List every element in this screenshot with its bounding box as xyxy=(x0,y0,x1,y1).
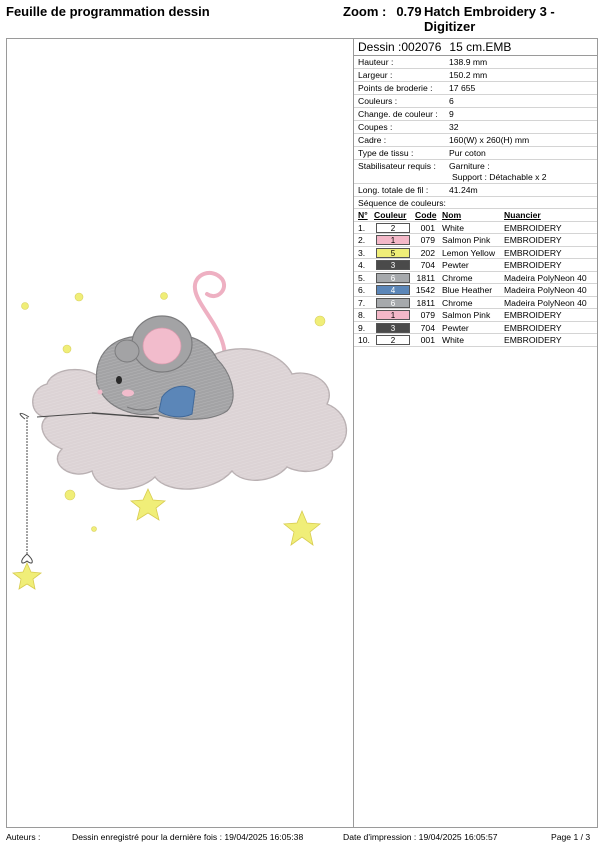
color-code: 1811 xyxy=(416,272,435,283)
color-name: White xyxy=(442,335,464,345)
color-code: 079 xyxy=(420,310,435,320)
color-row xyxy=(354,334,597,347)
color-table-body xyxy=(354,222,597,347)
yellow-dot xyxy=(63,345,71,353)
color-row-number: 5. xyxy=(358,272,366,283)
header-color: Couleur xyxy=(374,210,407,220)
color-code: 001 xyxy=(420,222,435,233)
property-label: Coupes : xyxy=(358,122,393,132)
property-label: Long. totale de fil : xyxy=(358,185,429,195)
color-code: 704 xyxy=(420,260,435,270)
property-value-secondary: Support : Détachable x 2 xyxy=(452,172,547,182)
worksheet-frame xyxy=(6,38,598,828)
property-label: Largeur : xyxy=(358,70,393,80)
property-label: Points de broderie : xyxy=(358,83,433,93)
property-label: Type de tissu : xyxy=(358,148,414,158)
software-name: Hatch Embroidery 3 - Digitizer xyxy=(424,4,555,34)
color-table-header xyxy=(354,209,597,222)
property-row xyxy=(354,56,597,69)
color-code: 1811 xyxy=(416,297,435,308)
property-row xyxy=(354,108,597,121)
property-label: Cadre : xyxy=(358,135,387,145)
property-row xyxy=(354,160,597,184)
info-panel xyxy=(354,39,597,347)
color-chart: EMBROIDERY xyxy=(504,335,562,345)
yellow-dot xyxy=(92,527,97,532)
zoom-readout xyxy=(343,4,422,19)
zoom-value: 0.79 xyxy=(396,4,422,19)
color-chart: Madeira PolyNeon 40 xyxy=(504,285,587,295)
color-row xyxy=(354,259,597,272)
header-name: Nom xyxy=(442,210,462,220)
property-value: Garniture : xyxy=(449,161,490,171)
property-row xyxy=(354,69,597,82)
property-label: Change. de couleur : xyxy=(358,109,438,119)
mouse xyxy=(92,316,233,419)
property-value: Pur coton xyxy=(449,148,486,158)
color-chart: Madeira PolyNeon 40 xyxy=(504,272,587,283)
color-name: Lemon Yellow xyxy=(442,247,496,258)
color-chart: EMBROIDERY xyxy=(504,247,562,258)
footer-authors: Auteurs : xyxy=(6,832,41,842)
color-row-number: 2. xyxy=(358,235,366,245)
color-swatch: 6 xyxy=(376,273,410,283)
color-name: Pewter xyxy=(442,260,469,270)
header-num: N° xyxy=(358,210,368,220)
yellow-dot xyxy=(161,293,168,300)
property-label: Hauteur : xyxy=(358,57,394,67)
color-swatch: 5 xyxy=(376,248,410,258)
design-name xyxy=(354,39,597,56)
property-row xyxy=(354,134,597,147)
color-chart: EMBROIDERY xyxy=(504,260,562,270)
header-chart: Nuancier xyxy=(504,210,541,220)
color-row-number: 8. xyxy=(358,310,366,320)
footer-saved: Dessin enregistré pour la dernière fois : 19/04/2025 16:05:38 xyxy=(72,832,304,842)
color-chart: EMBROIDERY xyxy=(504,322,562,333)
property-row xyxy=(354,121,597,134)
star-shape xyxy=(284,511,320,545)
color-row xyxy=(354,234,597,247)
color-swatch: 1 xyxy=(376,235,410,245)
property-value: 41.24m xyxy=(449,185,478,195)
color-swatch: 2 xyxy=(376,335,410,345)
color-chart: Madeira PolyNeon 40 xyxy=(504,297,587,308)
color-swatch: 2 xyxy=(376,223,410,233)
zoom-label: Zoom : xyxy=(343,4,387,19)
color-chart: EMBROIDERY xyxy=(504,222,562,233)
color-swatch: 1 xyxy=(376,310,410,320)
properties-list xyxy=(354,56,597,197)
color-name: Chrome xyxy=(442,297,473,308)
color-swatch: 3 xyxy=(376,323,410,333)
color-row-number: 7. xyxy=(358,297,366,308)
design-preview xyxy=(7,39,353,827)
color-swatch: 4 xyxy=(376,285,410,295)
color-name: White xyxy=(442,222,464,233)
color-row xyxy=(354,272,597,285)
color-swatch: 6 xyxy=(376,298,410,308)
property-value: 160(W) x 260(H) mm xyxy=(449,135,530,145)
color-row xyxy=(354,222,597,235)
color-row-number: 1. xyxy=(358,222,366,233)
footer-page: Page 1 / 3 xyxy=(551,832,591,842)
property-label: Stabilisateur requis : xyxy=(358,161,436,171)
property-value: 138.9 mm xyxy=(449,57,488,67)
color-row-number: 6. xyxy=(358,285,366,295)
color-code: 704 xyxy=(420,322,435,333)
star-shape xyxy=(131,489,165,520)
color-row-number: 4. xyxy=(358,260,366,270)
footer xyxy=(0,830,600,844)
design-file-name: 15 cm.EMB xyxy=(449,40,512,54)
property-row xyxy=(354,82,597,95)
property-row xyxy=(354,184,597,197)
footer-printed: Date d'impression : 19/04/2025 16:05:57 xyxy=(343,832,498,842)
yellow-dot xyxy=(65,490,75,500)
property-label: Couleurs : xyxy=(358,96,398,106)
color-row-number: 9. xyxy=(358,322,366,333)
color-row xyxy=(354,322,597,335)
color-name: Salmon Pink xyxy=(442,235,491,245)
color-swatch: 3 xyxy=(376,260,410,270)
header-code: Code xyxy=(415,210,437,220)
page-title: Feuille de programmation dessin xyxy=(6,4,210,19)
color-row xyxy=(354,284,597,297)
color-sequence-title: Séquence de couleurs: xyxy=(354,197,597,209)
color-sequence xyxy=(354,197,597,347)
color-code: 079 xyxy=(420,235,435,245)
property-value: 32 xyxy=(449,122,459,132)
design-id: Dessin :002076 xyxy=(358,40,442,54)
property-row xyxy=(354,95,597,108)
color-name: Pewter xyxy=(442,322,469,333)
color-name: Salmon Pink xyxy=(442,310,491,320)
property-value: 17 655 xyxy=(449,83,476,93)
color-code: 001 xyxy=(420,335,435,345)
property-row xyxy=(354,147,597,160)
color-row xyxy=(354,247,597,260)
yellow-dot xyxy=(75,293,83,301)
embroidery-design-illustration xyxy=(7,39,353,827)
yellow-dot xyxy=(22,303,29,310)
property-value: 9 xyxy=(449,109,454,119)
color-row xyxy=(354,309,597,322)
color-code: 202 xyxy=(420,247,435,258)
color-name: Chrome xyxy=(442,272,473,283)
color-chart: EMBROIDERY xyxy=(504,235,562,245)
yellow-dot xyxy=(315,316,325,326)
color-name: Blue Heather xyxy=(442,285,493,295)
color-row xyxy=(354,297,597,310)
color-row-number: 3. xyxy=(358,247,366,258)
color-code: 1542 xyxy=(415,285,435,295)
color-chart: EMBROIDERY xyxy=(504,310,562,320)
color-row-number: 10. xyxy=(358,335,370,345)
property-value: 6 xyxy=(449,96,454,106)
property-value: 150.2 mm xyxy=(449,70,488,80)
